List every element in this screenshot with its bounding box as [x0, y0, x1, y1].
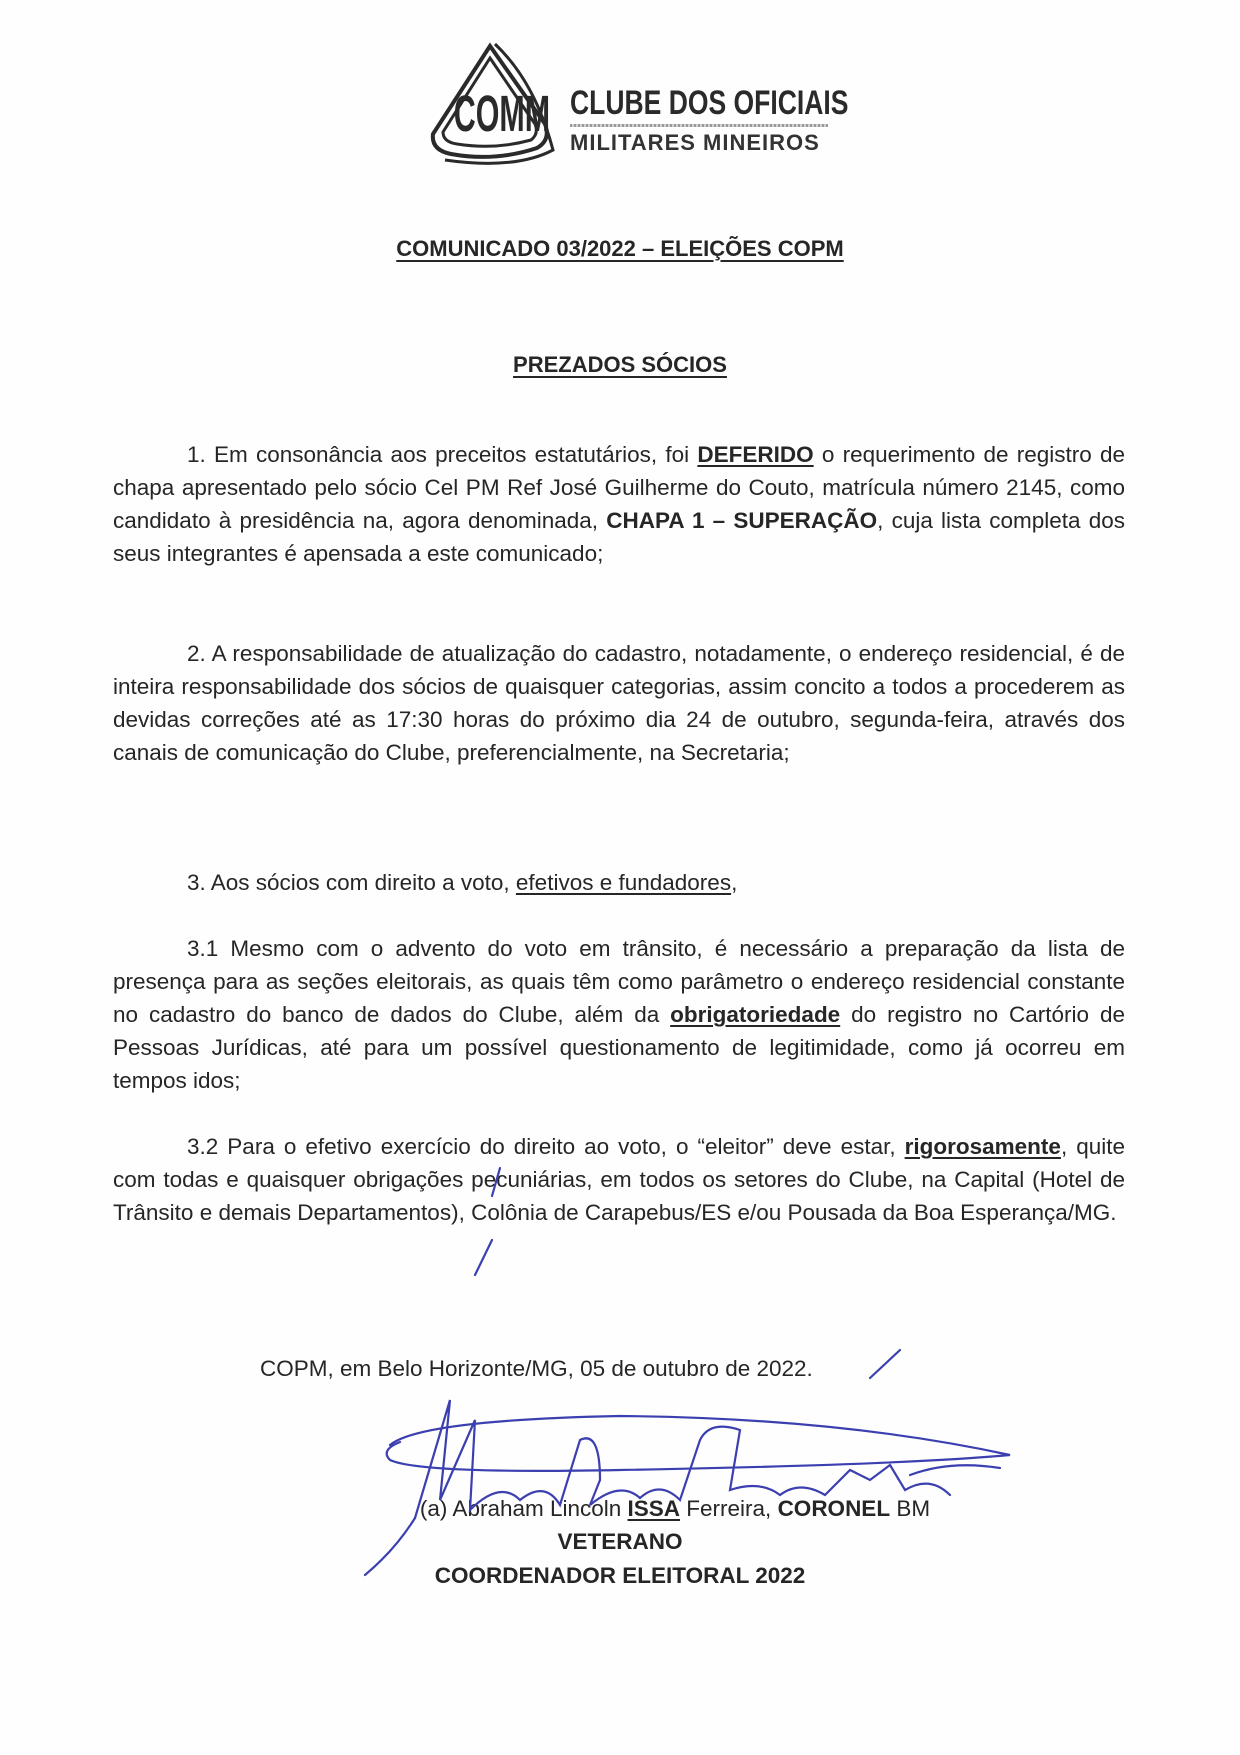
brand-name-line2: MILITARES MINEIROS [570, 130, 820, 155]
signature-loop [387, 1416, 1010, 1471]
item-2-text: 2. A responsabilidade de atualização do cadastro, notadamente, o endereço residencial, é de inteira responsabilidade dos sócios de quaisquer categorias, assim concito a todos a procederem as devidas correções até as 17:30 horas do próximo dia 24 de outubro, segunda-feira, através dos canais de comunicação do Clube, preferencialmente, na Secretaria; [113, 641, 1125, 765]
place-and-date: COPM, em Belo Horizonte/MG, 05 de outubro de 2022. [260, 1356, 813, 1381]
item-3-2-text-end: , quite com todas e quaisquer obrigações pecuniárias, em todos os setores do Clube, na Capital (Hotel de Trânsito e demais Departamentos), Colônia de Carapebus/ES e/ou Pousada da Boa Esperança/MG. [113, 1134, 1126, 1225]
date-checkmark-stroke [870, 1350, 900, 1378]
rigorosamente-emphasis: rigorosamente [904, 1134, 1061, 1159]
item-1-text: 1. Em consonância aos preceitos estatutários, foi [187, 442, 698, 467]
obrigatoriedade-emphasis: obrigatoriedade [670, 1002, 841, 1027]
item-1 [113, 438, 1125, 570]
signatory-name [55, 1496, 1240, 1522]
document-title: COMUNICADO 03/2022 – ELEIÇÕES COPM [396, 236, 844, 261]
item-3-underlined: efetivos e fundadores [515, 870, 732, 895]
signatory-middle: Ferreira, [680, 1496, 778, 1521]
deferido-emphasis: DEFERIDO [697, 442, 814, 467]
item-3-1 [113, 932, 1125, 1097]
item-3-2 [113, 1130, 1125, 1229]
club-logo-icon [425, 42, 555, 167]
item-3-1-text-end: do registro no Cartório de Pessoas Jurídicas, até para um possível questionamento de legitimidade, como já ocorreu em tempos idos; [113, 1002, 1125, 1093]
item-1-text-cont: o requerimento de registro de chapa apresentado pelo sócio Cel PM Ref José Guilherme do Couto, matrícula número 2145, como candidato à presidência na, agora denominada, [113, 442, 1125, 533]
signatory-suffix: BM [890, 1496, 931, 1521]
brand-name-line1: CLUBE DOS OFICIAIS [570, 84, 849, 122]
brand-divider [570, 124, 828, 127]
club-brand [570, 85, 927, 155]
svg-text:COMM: COMM [453, 84, 551, 143]
signature-underline-stroke [910, 1465, 1000, 1475]
item-3-1-text: 3.1 Mesmo com o advento do voto em trânsito, é necessário a preparação da lista de presença para as seções eleitorais, as quais têm como parâmetro o endereço residencial constante no cadastro do banco de dados do Clube, além da [113, 936, 1125, 1027]
chapa-name: CHAPA 1 – SUPERAÇÃO [606, 508, 878, 533]
signatory-role: COORDENADOR ELEITORAL 2022 [434, 1563, 806, 1588]
signatory-status: VETERANO [557, 1529, 683, 1554]
item-1-text-end: , cuja lista completa dos seus integrantes é apensada a este comunicado; [113, 508, 1126, 566]
paragraph-checkmark-stroke [475, 1240, 492, 1275]
item-3-text: 3. Aos sócios com direito a voto, [187, 870, 516, 895]
item-3-2-text: 3.2 Para o efetivo exercício do direito ao voto, o “eleitor” deve estar, [187, 1134, 905, 1159]
signatory-rank: CORONEL [777, 1496, 891, 1521]
item-2 [113, 637, 1125, 769]
item-3 [113, 866, 1125, 899]
salutation: PREZADOS SÓCIOS [513, 352, 727, 377]
signatory-prefix: (a) Abraham Lincoln [419, 1496, 628, 1521]
item-3-comma: , [731, 870, 738, 895]
signatory-surname: ISSA [627, 1496, 681, 1521]
